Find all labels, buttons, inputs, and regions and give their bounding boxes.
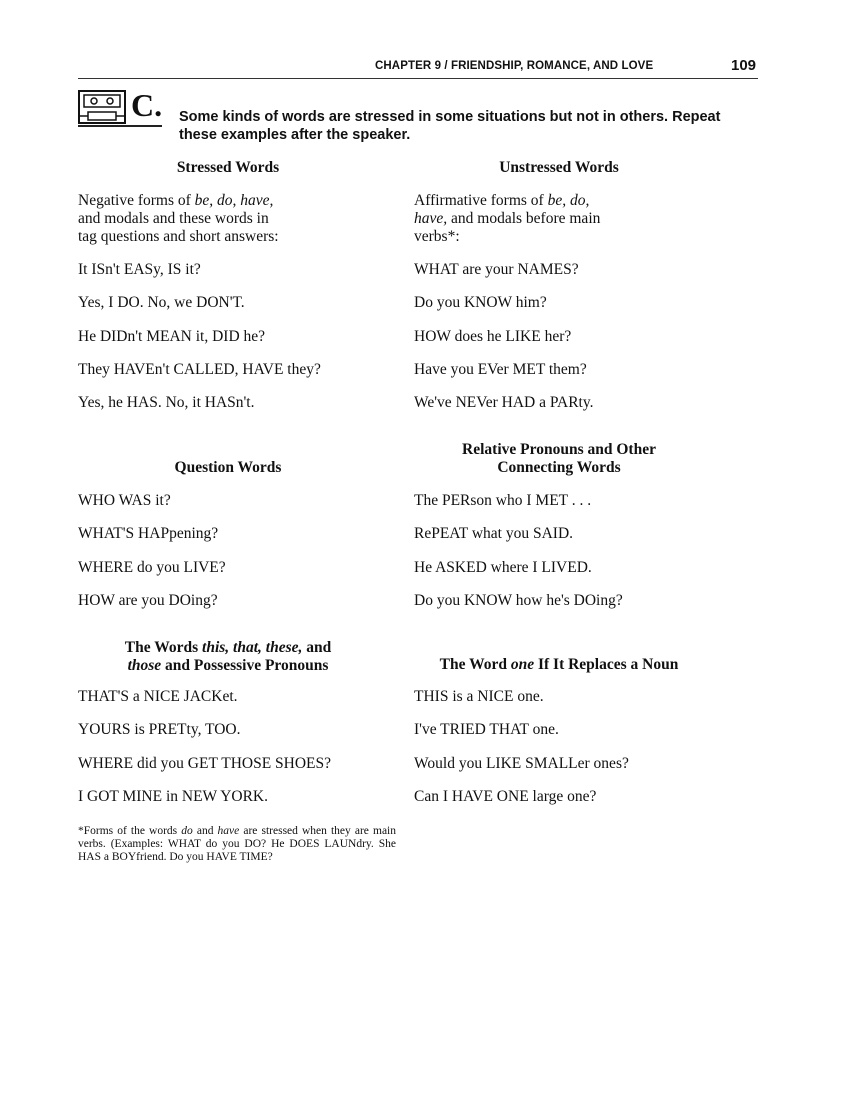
example-sentence: Have you EVer MET them? [414, 360, 587, 378]
text-span: Unstressed Words [499, 159, 619, 176]
example-sentence: It ISn't EASy, IS it? [78, 261, 201, 278]
example-sentence: Would you LIKE SMALLer ones? [414, 754, 629, 772]
text-span: Negative forms of [78, 192, 195, 209]
text-span: be, do, [547, 192, 590, 209]
text-span: have, [414, 210, 448, 227]
section-description [414, 192, 600, 246]
example-sentence: THIS is a NICE one. [414, 688, 544, 705]
text-span: The Words [124, 639, 203, 656]
section-heading [78, 159, 378, 177]
example-sentence: Can I HAVE ONE large one? [414, 787, 597, 805]
section-heading [414, 159, 704, 177]
example-sentence: He DIDn't MEAN it, DID he? [78, 327, 266, 345]
heading-line [414, 459, 704, 477]
text-span: and modals before main [447, 210, 601, 227]
example-sentence: Yes, he HAS. No, it HASn't. [78, 394, 255, 412]
text-span: do [181, 825, 193, 837]
text-span: Stressed Words [176, 159, 280, 176]
text-span: Relative Pronouns and Other [462, 441, 656, 458]
example-sentence: HOW does he LIKE her? [414, 327, 572, 345]
section-heading [78, 459, 378, 477]
exercise-instruction: Some kinds of words are stressed in some situations but not in others. Repeat these examples after the speaker. [179, 109, 721, 143]
example-sentence: We've NEVer HAD a PARty. [414, 394, 594, 412]
description-line [414, 192, 600, 210]
example-sentence: WHERE do you LIVE? [78, 558, 226, 576]
text-span: Connecting Words [497, 459, 621, 476]
text-span: Question Words [174, 459, 282, 476]
heading-line [78, 159, 378, 177]
example-sentence: WHAT are your NAMES? [414, 261, 579, 278]
example-sentence: WHO WAS it? [78, 492, 171, 509]
page-number: 109 [731, 57, 757, 74]
text-span: are stressed when they are main verbs. (Examples: WHAT do you DO? He DOES LAUNdry. She HAS a BOYfriend. Do you HAVE TIME? [78, 825, 396, 863]
heading-line [78, 657, 378, 675]
exercise-letter: C. [131, 87, 163, 123]
text-span: verbs*: [414, 228, 460, 245]
description-line [78, 192, 279, 210]
cassette-tape-icon [78, 90, 126, 124]
heading-line [78, 459, 378, 477]
text-span: have [217, 825, 240, 837]
section-heading [414, 656, 704, 674]
example-sentence: HOW are you DOing? [78, 591, 218, 609]
text-span: and [192, 825, 218, 837]
text-span: one [510, 656, 535, 673]
example-sentence: The PERson who I MET . . . [414, 492, 592, 509]
heading-line [414, 656, 704, 674]
section-heading [78, 639, 378, 675]
section-heading [414, 441, 704, 477]
example-sentence: Yes, I DO. No, we DON'T. [78, 294, 245, 312]
section-description [78, 192, 279, 246]
text-span: this, that, these, [202, 639, 303, 656]
text-span: Affirmative forms of [414, 192, 548, 209]
description-line [414, 228, 600, 246]
text-span: and modals and these words in [78, 210, 269, 227]
exercise-underline [78, 125, 162, 127]
heading-line [414, 159, 704, 177]
heading-line [78, 639, 378, 657]
text-span: be, do, have, [194, 192, 274, 209]
description-line [78, 210, 279, 228]
description-line [78, 228, 279, 246]
example-sentence: RePEAT what you SAID. [414, 525, 574, 543]
example-sentence: YOURS is PRETty, TOO. [78, 721, 241, 739]
example-sentence: They HAVEn't CALLED, HAVE they? [78, 360, 321, 378]
text-span: The Word [439, 656, 511, 673]
example-sentence: I've TRIED THAT one. [414, 721, 559, 739]
header-rule [78, 78, 758, 79]
text-span: those [127, 657, 162, 674]
text-span: tag questions and short answers: [78, 228, 279, 245]
description-line [414, 210, 600, 228]
example-sentence: I GOT MINE in NEW YORK. [78, 787, 269, 805]
example-sentence: WHAT'S HAPpening? [78, 525, 219, 543]
example-sentence: He ASKED where I LIVED. [414, 558, 592, 576]
example-sentence: Do you KNOW him? [414, 294, 547, 312]
heading-line [414, 441, 704, 459]
text-span: and [302, 639, 332, 656]
example-sentence: Do you KNOW how he's DOing? [414, 591, 623, 609]
example-sentence: WHERE did you GET THOSE SHOES? [78, 754, 332, 772]
running-head: CHAPTER 9 / FRIENDSHIP, ROMANCE, AND LOVE [375, 60, 654, 72]
text-span: If It Replaces a Noun [534, 656, 679, 673]
text-span: *Forms of the words [78, 825, 182, 837]
text-span: and Possessive Pronouns [161, 657, 329, 674]
example-sentence: THAT'S a NICE JACKet. [78, 688, 238, 705]
footnote [78, 825, 396, 864]
